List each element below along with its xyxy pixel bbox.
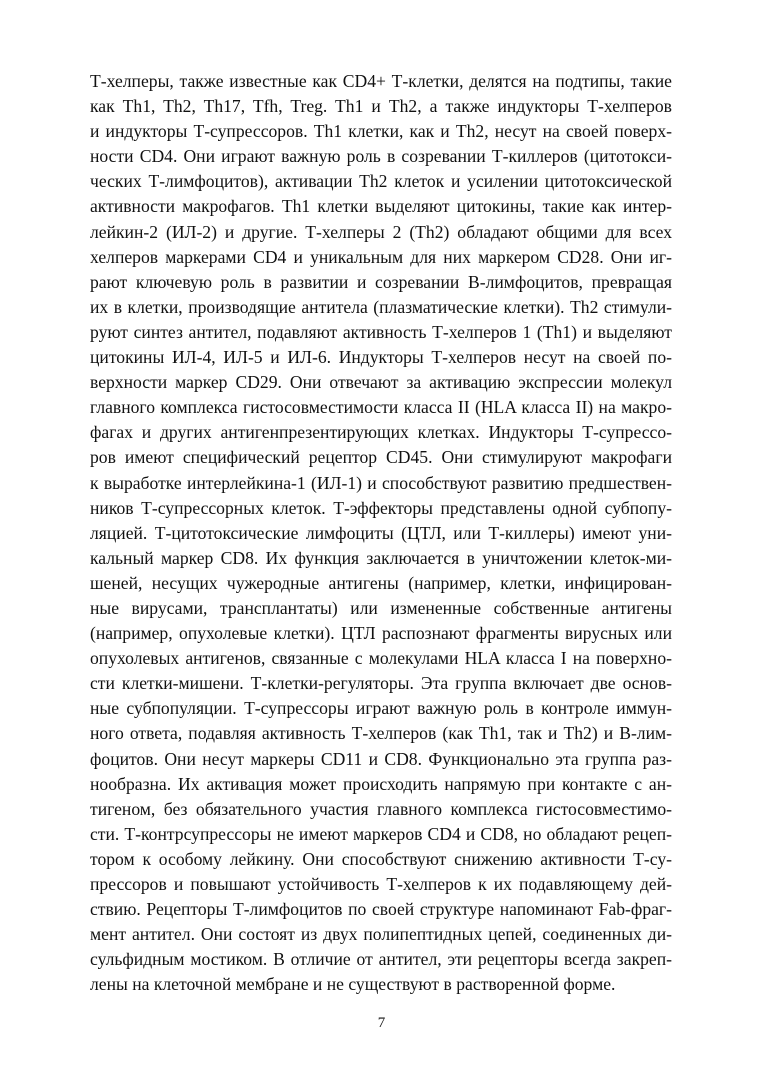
text-line: ческих Т-лимфоцитов), активации Th2 клеток и усилении цитотоксической	[90, 171, 672, 192]
text-line: и индукторы Т-супрессоров. Th1 клетки, как и Th2, несут на своей поверх-	[90, 121, 672, 142]
text-line: ников Т-супрессорных клеток. Т-эффекторы представлены одной субпопу-	[90, 497, 672, 518]
text-line: кальный маркер CD8. Их функция заключается в уничтожении клеток-ми-	[90, 547, 672, 568]
text-line: ного ответа, подавляя активность Т-хелперов (как Th1, так и Th2) и В-лим-	[90, 723, 672, 744]
text-line: фоцитов. Они несут маркеры CD11 и CD8. Функционально эта группа раз-	[90, 748, 672, 769]
text-line: сульфидным мостиком. В отличие от антител, эти рецепторы всегда закреп-	[90, 949, 672, 970]
text-line: ные вирусами, трансплантаты) или измененные собственные антигены	[90, 597, 672, 618]
text-line-last: лены на клеточной мембране и не существуют в растворенной форме.	[90, 974, 616, 995]
text-line: главного комплекса гистосовместимости класса II (HLA класса II) на макро-	[90, 397, 672, 418]
text-line: руют синтез антител, подавляют активность Т-хелперов 1 (Th1) и выделяют	[90, 321, 672, 342]
text-line: ров имеют специфический рецептор CD45. Они стимулируют макрофаги	[90, 447, 672, 468]
text-line: сти. Т-контрсупрессоры не имеют маркеров CD4 и CD8, но обладают рецеп-	[90, 823, 672, 844]
text-line: прессоров и повышают устойчивость Т-хелперов к их подавляющему дей-	[90, 874, 672, 894]
body-paragraph	[90, 69, 672, 997]
text-line: сти клетки-мишени. Т-клетки-регуляторы. Эта группа включает две основ-	[90, 673, 672, 694]
text-line: цитокины ИЛ-4, ИЛ-5 и ИЛ-6. Индукторы Т-хелперов несут на своей по-	[90, 347, 672, 368]
text-line: фагах и других антигенпрезентирующих клетках. Индукторы Т-супрессо-	[90, 422, 672, 443]
text-line: верхности маркер CD29. Они отвечают за активацию экспрессии молекул	[90, 372, 672, 393]
text-line: к выработке интерлейкина-1 (ИЛ-1) и способствуют развитию предшествен-	[90, 472, 672, 493]
page-number: 7	[377, 1015, 386, 1031]
text-line: ляцией. Т-цитотоксические лимфоциты (ЦТЛ, или Т-киллеры) имеют уни-	[90, 522, 672, 543]
text-line: мент антител. Они состоят из двух полипептидных цепей, соединенных ди-	[90, 924, 672, 945]
text-line: (например, опухолевые клетки). ЦТЛ распознают фрагменты вирусных или	[90, 623, 672, 644]
text-line: шеней, несущих чужеродные антигены (например, клетки, инфицирован-	[90, 572, 672, 593]
text-line: Т-хелперы, также известные как CD4+ Т-клетки, делятся на подтипы, такие	[90, 71, 672, 91]
text-line: нообразна. Их активация может происходить напрямую при контакте с ан-	[90, 773, 672, 794]
text-line: как Th1, Th2, Th17, Tfh, Treg. Th1 и Th2, а также индукторы Т-хелперов	[90, 96, 672, 117]
text-line: их в клетки, производящие антитела (плазматические клетки). Th2 стимули-	[90, 296, 672, 317]
text-line: ствию. Рецепторы Т-лимфоцитов по своей структуре напоминают Fab-фраг-	[90, 899, 672, 920]
text-line: тором к особому лейкину. Они способствуют снижению активности Т-су-	[90, 848, 672, 869]
text-line: тигеном, без обязательного участия главного комплекса гистосовместимо-	[90, 798, 672, 819]
text-line: лейкин-2 (ИЛ-2) и другие. Т-хелперы 2 (Th2) обладают общими для всех	[90, 221, 672, 242]
text-line: рают ключевую роль в развитии и созревании В-лимфоцитов, превращая	[90, 271, 672, 292]
text-line: хелперов маркерами CD4 и уникальным для них маркером CD28. Они иг-	[90, 246, 672, 267]
text-line: активности макрофагов. Th1 клетки выделяют цитокины, такие как интер-	[90, 196, 672, 217]
text-line: опухолевых антигенов, связанные с молекулами HLA класса I на поверхно-	[90, 648, 672, 669]
text-line: ности CD4. Они играют важную роль в созревании Т-киллеров (цитотокси-	[90, 146, 672, 167]
text-line: ные субпопуляции. Т-супрессоры играют важную роль в контроле иммун-	[90, 698, 672, 719]
